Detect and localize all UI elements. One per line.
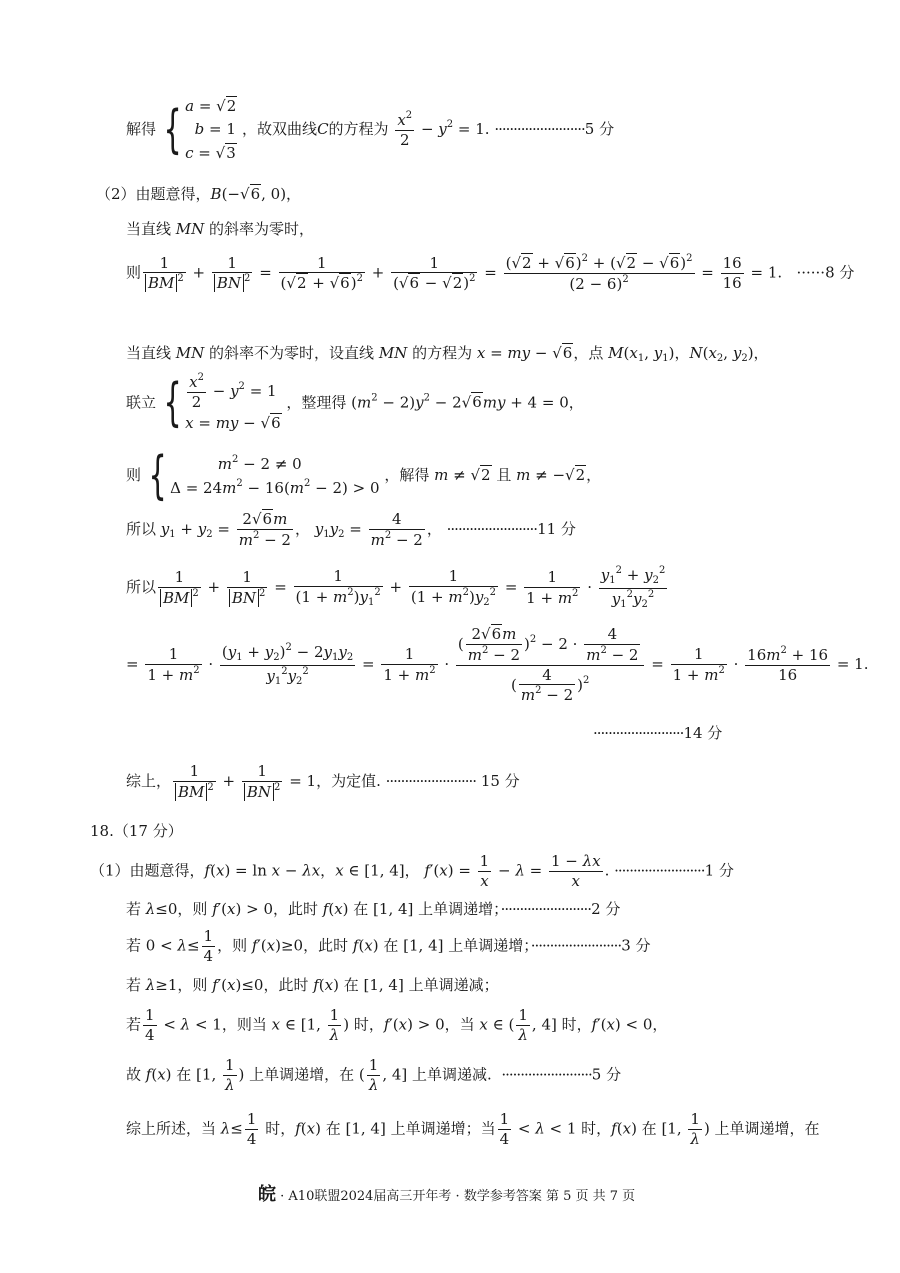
solution-row: 解得 { a = √2 b = 1 c = √3 ，故双曲线C的方程为 $\frac{x^2}{2}$ − $y^2 = 1$. ························5 分: [126, 97, 615, 162]
solution-row: 故 f(x) 在 [1, $\frac{1}{\lambda}$ ) 上单调递增，在 ( $\frac{1}{\lambda}$ , 4] 上单调递减. ························5 分: [126, 1056, 622, 1094]
solution-row: = $\frac{1}{1 + m^2}$ · $\frac{(y_1 + y_2)^2 - 2y_1y_2}{y_1^2y_2^2}$ = $\frac{1}{1 + m^2}$ · ( $\frac{2√6m}{m^2 - 2}$ )$^2$ − 2 · $\frac{4}{m^2 - 2}$ ( $\frac{4}{m^2 - 2}$ )$^2$ = $\frac{1}{1 + m^2}$ · $\frac{16m^2 + 16}{16}$ = 1.: [126, 625, 869, 705]
solution-row: 若 $\frac{1}{4}$ < λ < 1，则当 x ∈ [1, $\frac{1}{\lambda}$ ) 时，f′(x) > 0，当 x ∈ ( $\frac{1}{\lambda}$ , 4] 时，f′(x) < 0，: [126, 1006, 668, 1044]
page-footer: [258, 1180, 635, 1206]
solution-row: 所以 $\frac{1}{BM ^2}$ + $\frac{1}{BN ^2}$ = $\frac{1}{(1 + m^2)y_1^2}$ + $\frac{1}{(1 + m^2)y_2^2}$ = $\frac{1}{1 + m^2}$ · $\frac{y_1^2 + y_2^2}{y_1^2y_2^2}$: [126, 565, 666, 610]
solution-row: 综上， $\frac{1}{BM ^2}$ + $\frac{1}{BN ^2}$ = 1，为定值. ························ 15 分: [126, 762, 520, 801]
solution-row: 则 { $m^2 - 2 \ne 0$ $\Delta = 24m^2 - 16(m^2 - 2) > 0$ ，解得 m ≠ √2 且 m ≠ −√2，: [126, 446, 602, 506]
solution-row: 若 λ≥1，则 f′(x)≤0，此时 f(x) 在 [1, 4] 上单调递减；: [126, 976, 499, 994]
question-heading: 18.（17 分）: [90, 822, 183, 840]
solution-row: 联立 { $\frac{x^2}{2}$ − $y^2 = 1$ x = my − √6 ，整理得 $(m^2 - 2)y^2 - 2√6my + 4 = 0$，: [126, 372, 584, 434]
solution-row: 综上所述，当 λ≤ $\frac{1}{4}$ 时，f(x) 在 [1, 4] 上单调递增；当 $\frac{1}{4}$ < λ < 1 时，f(x) 在 [1, $\frac{1}{\lambda}$ ) 上单调递增，在: [126, 1110, 820, 1148]
solution-row: ························14 分: [593, 724, 723, 742]
solution-row: 所以 $y_1 + y_2$ = $\frac{2√6m}{m^2 - 2}$ ， $y_1y_2$ = $\frac{4}{m^2 - 2}$ ， ························11 分: [126, 510, 576, 549]
footer-text: · A10联盟2024届高三开年考 · 数学参考答案 第 5 页 共 7 页: [280, 1189, 636, 1204]
solution-row: 当直线 MN 的斜率为零时，: [126, 220, 315, 238]
solution-row: （1）由题意得，f(x) = ln x − λx，x ∈ [1, 4]， f′(x) = $\frac{1}{x}$ − λ = $\frac{1 - \lambda x}{x}$ . ························1 分: [90, 852, 734, 890]
solution-row: 若 λ≤0，则 f′(x) > 0，此时 f(x) 在 [1, 4] 上单调递增；························2 分: [126, 900, 621, 918]
solution-row: （2）由题意得，B(−√6, 0)，: [96, 185, 302, 203]
solution-row: 则 $\frac{1}{BM ^2}$ + $\frac{1}{BN ^2}$ = $\frac{1}{(√2 + √6)^2}$ + $\frac{1}{(√6 - √2)^2}$ = $\frac{(√2 + √6)^2 + (√2 - √6)^2}{(2 - 6)^2}$ = $\frac{16}{16}$ = 1. ······8 分: [126, 253, 855, 293]
publisher-logo: 皖: [258, 1184, 276, 1205]
solution-row: 若 0 < λ≤ $\frac{1}{4}$ ，则 f′(x)≥0，此时 f(x) 在 [1, 4] 上单调递增；························3 分: [126, 927, 651, 965]
solution-row: 当直线 MN 的斜率不为零时，设直线 MN 的方程为 x = my − √6，点 $M(x_1$, $y_1$)，$N(x_2$, $y_2$)，: [126, 344, 769, 364]
